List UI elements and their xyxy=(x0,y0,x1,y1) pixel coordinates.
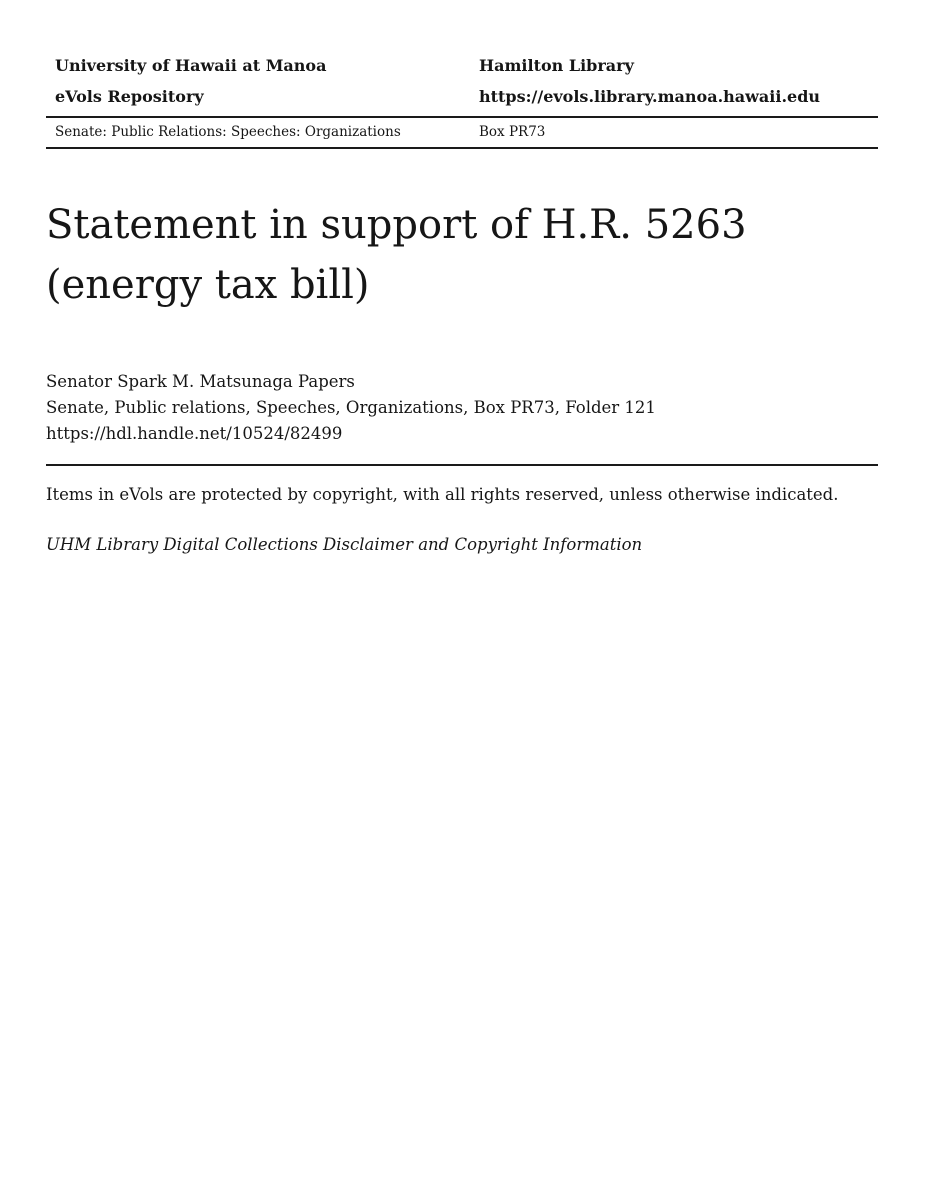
document-title-line2: (energy tax bill) xyxy=(46,262,370,308)
header-library: Hamilton Library xyxy=(479,56,634,75)
header-table xyxy=(46,50,878,112)
footer-divider xyxy=(46,464,878,466)
header-repository-url[interactable]: https://evols.library.manoa.hawaii.edu xyxy=(479,87,821,106)
document-header xyxy=(46,0,878,149)
item-location: Senate, Public relations, Speeches, Organizations, Box PR73, Folder 121 xyxy=(46,398,656,417)
meta-divider xyxy=(46,147,878,149)
header-repository-name: eVols Repository xyxy=(55,87,204,106)
meta-collection-path: Senate: Public Relations: Speeches: Organizations xyxy=(55,124,401,140)
header-institution: University of Hawaii at Manoa xyxy=(55,56,327,75)
collection-name: Senator Spark M. Matsunaga Papers xyxy=(46,372,355,391)
disclaimer-copyright-link[interactable]: UHM Library Digital Collections Disclaimer and Copyright Information xyxy=(46,535,643,554)
meta-box-number: Box PR73 xyxy=(479,124,546,140)
document-title xyxy=(46,195,878,315)
handle-url-link[interactable]: https://hdl.handle.net/10524/82499 xyxy=(46,424,343,443)
document-title-line1: Statement in support of H.R. 5263 xyxy=(46,202,747,248)
item-info-block xyxy=(46,369,878,447)
meta-row xyxy=(46,118,878,147)
copyright-notice: Items in eVols are protected by copyright, with all rights reserved, unless otherwise indicated. xyxy=(46,485,839,504)
